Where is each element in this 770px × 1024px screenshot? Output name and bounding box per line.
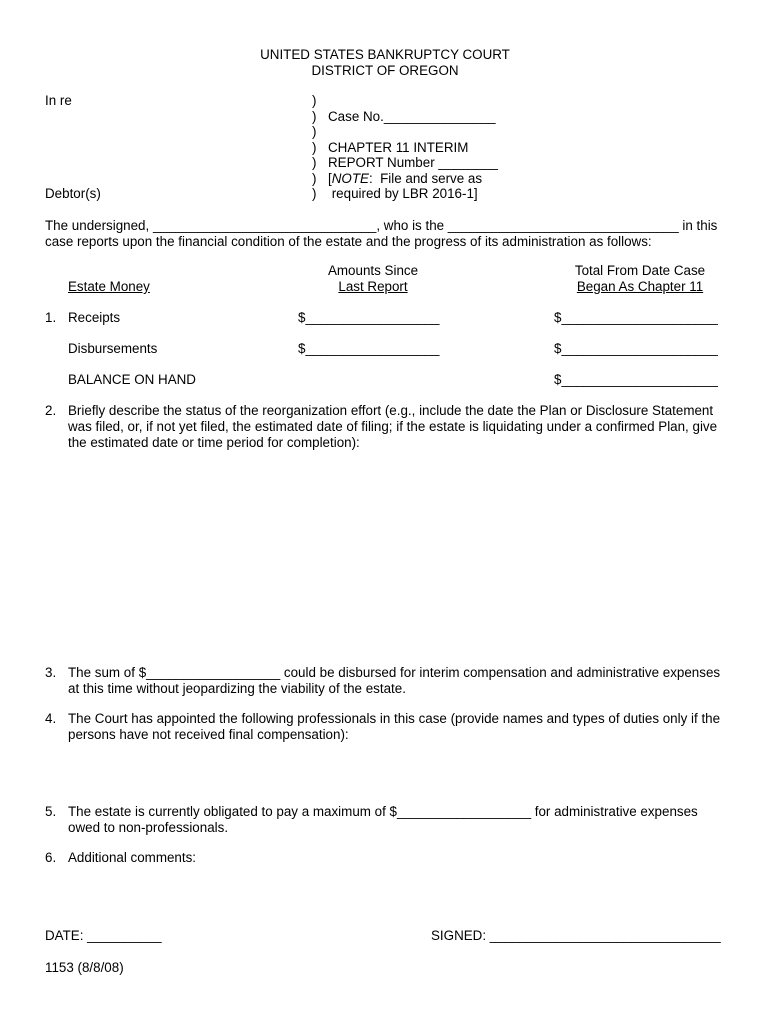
item-4-number: 4.: [45, 711, 57, 726]
caption-paren: ): [312, 155, 317, 170]
caption-paren: ): [312, 93, 317, 108]
item-4-text: The Court has appointed the following professionals in this case (provide names and types of duties only if the persons have not received final compensation):: [68, 711, 721, 742]
item-5-text[interactable]: The estate is currently obligated to pay a maximum of $__________________ for administrative expenses owed to non-professionals.: [68, 804, 698, 835]
district-title: DISTRICT OF OREGON: [311, 63, 459, 78]
estate-money-header: Estate Money: [68, 279, 150, 294]
item-3-number: 3.: [45, 665, 57, 680]
caption-paren: ): [312, 171, 317, 186]
intro-line-2: case reports upon the financial condition of the estate and the progress of its administration as follows:: [45, 234, 652, 249]
item-2-text: Briefly describe the status of the reorganization effort (e.g., include the date the Plan or Disclosure Statement was filed, or, if not yet filed, the estimated date of filing; if the estate is liquidating under a confirmed Plan, give the estimated date or time period for completion):: [68, 403, 718, 450]
note-rest: : File and serve as: [368, 171, 483, 186]
item-3-text[interactable]: The sum of $__________________ could be disbursed for interim compensation and administrative expenses at this time without jeopardizing the viability of the estate.: [68, 665, 721, 696]
began-chapter-header: Began As Chapter 11: [576, 279, 704, 294]
note-open: [: [328, 171, 332, 186]
signed-field[interactable]: SIGNED: _______________________________: [431, 928, 721, 943]
undersigned-line[interactable]: The undersigned, ______________________________, who is the _______________________________ in this: [45, 218, 718, 233]
report-number-field[interactable]: REPORT Number ________: [328, 155, 498, 170]
case-number-field[interactable]: Case No._______________: [328, 109, 496, 124]
item-5-number: 5.: [45, 804, 57, 819]
caption-paren: ): [312, 140, 317, 155]
balance-total-field[interactable]: $_____________________: [554, 372, 718, 387]
receipts-label: Receipts: [68, 310, 121, 325]
form-id: 1153 (8/8/08): [45, 960, 124, 975]
last-report-header: Last Report: [338, 279, 408, 294]
item-6-number: 6.: [45, 850, 57, 865]
chapter-title: CHAPTER 11 INTERIM: [328, 140, 469, 155]
note-line-2: required by LBR 2016-1]: [328, 186, 478, 201]
amounts-since-header: Amounts Since: [327, 263, 419, 278]
note-label: NOTE: [331, 171, 369, 186]
caption-paren: ): [312, 124, 317, 139]
item-2-number: 2.: [45, 403, 57, 418]
item-1-number: 1.: [45, 310, 57, 325]
item-6-text: Additional comments:: [68, 850, 197, 865]
receipts-since-field[interactable]: $__________________: [298, 310, 440, 325]
court-title: UNITED STATES BANKRUPTCY COURT: [260, 47, 510, 62]
in-re-label: In re: [45, 93, 72, 108]
caption-paren: ): [312, 186, 317, 201]
disbursements-label: Disbursements: [68, 341, 158, 356]
debtor-label: Debtor(s): [45, 186, 101, 201]
caption-paren: ): [312, 109, 317, 124]
total-from-date-header: Total From Date Case: [574, 263, 706, 278]
receipts-total-field[interactable]: $_____________________: [554, 310, 718, 325]
disbursements-since-field[interactable]: $__________________: [298, 341, 440, 356]
disbursements-total-field[interactable]: $_____________________: [554, 341, 718, 356]
note-line: [328, 171, 482, 187]
date-field[interactable]: DATE: __________: [45, 928, 162, 943]
balance-label: BALANCE ON HAND: [68, 372, 196, 387]
